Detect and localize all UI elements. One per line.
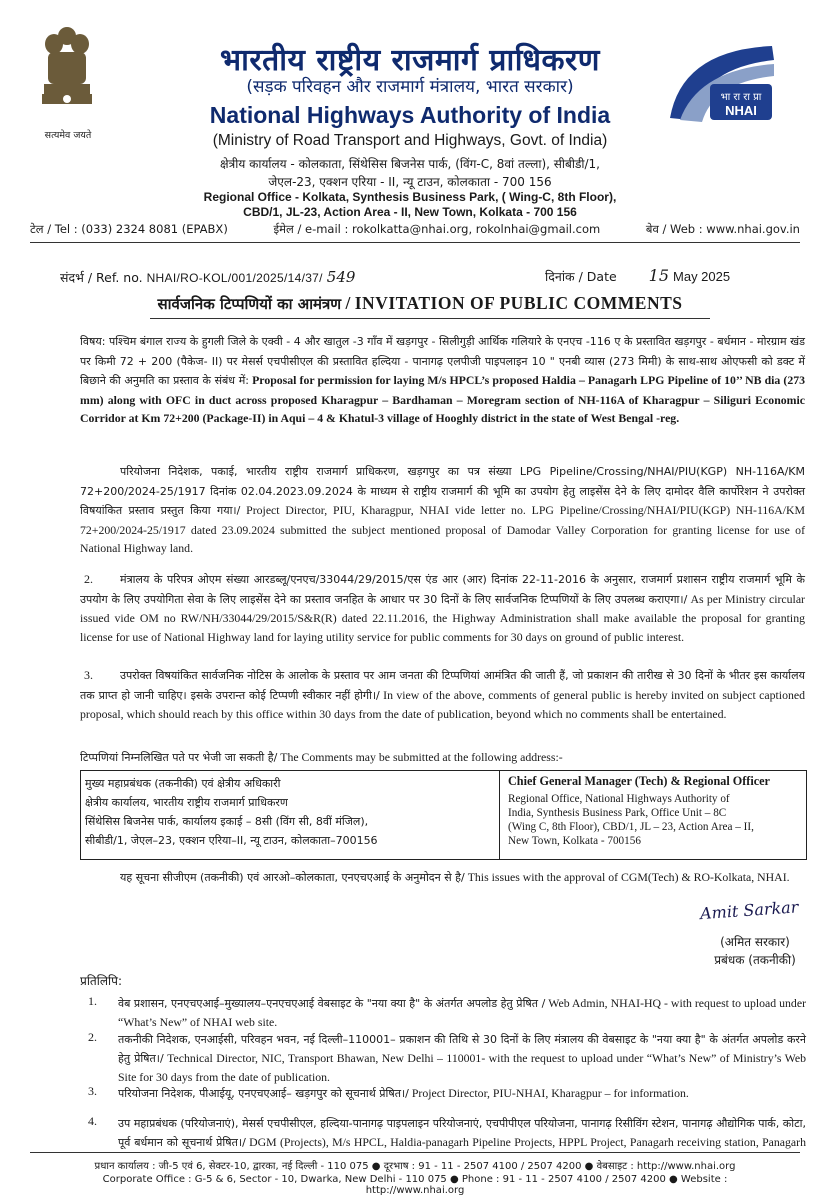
ministry-subtitle-english: (Ministry of Road Transport and Highways, Govt. of India): [212, 132, 608, 149]
org-title-hindi: भारतीय राष्ट्रीय राजमार्ग प्राधिकरण: [220, 43, 600, 78]
address-en-line2: CBD/1, JL-23, Action Area - II, New Town, Kolkata - 700 156: [243, 205, 577, 219]
address-box-en-line3: (Wing C, 8th Floor), CBD/1, JL – 23, Action Area – II,: [508, 821, 754, 833]
address-hindi-cell: [81, 771, 500, 859]
heading-separator: /: [345, 293, 351, 313]
ref-handwritten-number: 549: [326, 268, 356, 286]
cc-item-english: DGM (Projects), M/s HPCL, Haldia-panagarh Pipeline Projects, HPPL Project, Panagarh receiving station, Panagarh: [249, 1135, 806, 1149]
signatory-block: [700, 933, 810, 969]
paragraph-1: [80, 462, 805, 558]
address-hi-line2: जेएल-23, एक्शन एरिया - II, न्यू टाउन, कोलकाता - 700 156: [268, 175, 552, 189]
subject-paragraph: [80, 332, 805, 428]
org-title-english: National Highways Authority of India: [209, 102, 611, 128]
date-label: दिनांक / Date: [545, 269, 617, 284]
approval-hindi: यह सूचना सीजीएम (तकनीकी) एवं आरओ–कोलकाता, एनएचएआई के अनुमोदन से है/: [120, 871, 465, 884]
address-box-en-title: Chief General Manager (Tech) & Regional Officer: [508, 774, 770, 788]
address-box-en-line4: New Town, Kolkata - 700156: [508, 835, 641, 847]
address-box-en-line2: India, Synthesis Business Park, Office Unit – 8C: [508, 807, 727, 819]
address-box-hi-line1: मुख्य महाप्रबंधक (तकनीकी) एवं क्षेत्रीय अधिकारी: [85, 777, 281, 790]
address-english-cell: [500, 771, 806, 859]
cc-item-number: 1.: [88, 994, 97, 1008]
national-emblem-icon: [38, 22, 96, 130]
logo-english-text: NHAI: [725, 103, 757, 118]
copy-to-label: प्रतिलिपि:: [80, 974, 122, 988]
para1-english: Project Director, PIU, Kharagpur, NHAI vide letter no. LPG Pipeline/Crossing/NHAI/PIU(KGP) NH-116A/KM 72+200/2024-25/1917 dated 23.09.2024 submitted the subject mentioned proposal of Damodar Valley Corporation for granting license for use of National Highway land.: [80, 503, 806, 555]
subject-hindi: विषय: पश्चिम बंगाल राज्य के हुगली जिले के एक्वी - 4 और खातुल -3 गाँव में खड़गपुर - सिलीगुड़ी आर्थिक गलियारे के एनएच -116 ए के प्रस्तावित खड़गपुर - बर्धमान - मोरग्राम खंड पर किमी 72 + 200 (पैकेज- II) पर मेसर्स एचपीसीएल की प्रस्तावित हल्दिया - पानागढ़ एलपीजी पाइपलाइन 10 " एनबी व्यास (273 मिमी) के साथ-साथ ओएफसी को डक्ट में बिछाने की अनुमति का प्रस्ताव के संबंध में:: [80, 335, 805, 387]
cc-item-hindi: उप महाप्रबंधक (परियोजनाएं), मेसर्स एचपीसीएल, हल्दिया-पानागढ़ पाइपलाइन परियोजनाएं, एचपीपीएल परियोजना, पानागढ़ रिसीविंग स्टेशन, पानागढ़ औद्योगिक पार्क, कोटा, पूर्व बर्धमान को सूचनार्थ प्रेषित।/: [118, 1117, 806, 1149]
document-date: [545, 266, 730, 285]
cc-item-number: 4.: [88, 1114, 97, 1128]
cc-item-number: 3.: [88, 1084, 97, 1098]
cc-item: [118, 1084, 806, 1103]
notice-heading: [110, 293, 730, 314]
paragraph-2: [80, 570, 805, 646]
cc-item: [118, 994, 806, 1031]
reference-number: [60, 268, 355, 286]
cc-item-hindi: वेब प्रशासन, एनएचएआई–मुख्यालय–एनएचएआई वेबसाइट के "नया क्या है" के अंतर्गत अपलोड हेतु प्रेषित /: [118, 997, 546, 1010]
ref-value: NHAI/RO-KOL/001/2025/14/37/: [146, 271, 323, 285]
signature: Amit Sarkar: [699, 897, 799, 924]
address-box-hi-line3: सिंथेसिस बिजनेस पार्क, कार्यालय इकाई – 8सी (विंग सी, 8वीं मंजिल),: [85, 815, 369, 828]
cc-item-hindi: परियोजना निदेशक, पीआईयू, एनएचएआई– खड़गपुर को सूचनार्थ प्रेषित।/: [118, 1087, 409, 1100]
approval-english: This issues with the approval of CGM(Tech) & RO-Kolkata, NHAI.: [467, 870, 790, 884]
footer-divider: [30, 1152, 800, 1153]
cc-item: [118, 1030, 806, 1086]
footer-english: Corporate Office : G-5 & 6, Sector - 10, Dwarka, New Delhi - 110 075 ● Phone : 91 - 11 - 2507 4100 / 2507 4200 ● Website : http://www.nhai.org: [102, 1174, 728, 1196]
website: बेव / Web : www.nhai.gov.in: [645, 222, 800, 236]
email: ईमेल / e-mail : rokolkatta@nhai.org, rokolnhai@gmail.com: [273, 222, 601, 236]
address-box-hi-line2: क्षेत्रीय कार्यालय, भारतीय राष्ट्रीय राजमार्ग प्राधिकरण: [85, 796, 288, 809]
heading-underline: [150, 318, 710, 319]
para2-number: 2.: [84, 572, 93, 586]
cc-item-english: Technical Director, NIC, Transport Bhawan, New Delhi – 110001- with the request to upload under “What’s New” of Ministry’s Web Site for 30 days from the date of publication.: [118, 1051, 807, 1084]
cc-item-english: Project Director, PIU-NHAI, Kharagpur – for information.: [411, 1086, 689, 1100]
address-hi-line1: क्षेत्रीय कार्यालय - कोलकाता, सिंथेसिस बिजनेस पार्क, (विंग-C, 8वां तल्ला), सीबीडी/1,: [220, 157, 600, 171]
address-en-line1: Regional Office - Kolkata, Synthesis Business Park, ( Wing-C, 8th Floor),: [203, 190, 617, 204]
address-intro: [80, 748, 805, 768]
para3-hindi: उपरोक्त विषयांकित सार्वजनिक नोटिस के आलोक के प्रस्ताव पर आम जनता की टिप्पणियां आमंत्रित की जाती हैं, जो प्रकाशन की तारीख से 30 दिनों के भीतर इस कार्यालय तक प्राप्त हो जानी चाहिए। इसके उपरान्त कोई टिप्पणी स्वीकार नहीं होगी।/: [80, 669, 805, 702]
para2-english: As per Ministry circular issued vide OM no RW/NH/33044/29/2015/S&R(R) dated 22.11.2016, the Highway Administration shall make available the proposal for granting license for use of National Highway land for laying utility service for public comments for 30 days on ground of public interest.: [80, 591, 805, 644]
logo-hindi-text: भा रा रा प्रा: [720, 92, 762, 103]
cc-item-number: 2.: [88, 1030, 97, 1044]
para3-number: 3.: [84, 668, 93, 682]
regional-address-english: [170, 190, 650, 220]
cc-item-hindi: तकनीकी निदेशक, एनआईसी, परिवहन भवन, नई दिल्ली–110001– प्रकाशन की तिथि से 30 दिनों के लिए मंत्रालय की वेबसाइट के "नया क्या है" के अंतर्गत अपलोड करने हेतु प्रेषित।/: [118, 1033, 806, 1065]
paragraph-3: [80, 666, 805, 724]
heading-english: INVITATION OF PUBLIC COMMENTS: [354, 293, 683, 313]
cc-item: [118, 1114, 806, 1152]
date-value: May 2025: [673, 269, 731, 284]
approval-note: [120, 868, 806, 888]
heading-hindi: सार्वजनिक टिप्पणियों का आमंत्रण: [157, 295, 342, 313]
nhai-logo-icon: [662, 40, 780, 126]
contact-line: [30, 222, 800, 237]
telephone: टेल / Tel : (033) 2324 8081 (EPABX): [30, 222, 228, 236]
signatory-designation: प्रबंधक (तकनीकी): [714, 953, 796, 967]
regional-address-hindi: [170, 155, 650, 191]
date-day: 15: [648, 266, 670, 285]
address-box-hi-line4: सीबीडी/1, जेएल–23, एक्शन एरिया–II, न्यू टाउन, कोलकाता–700156: [85, 834, 378, 847]
ministry-subtitle-hindi: (सड़क परिवहन और राजमार्ग मंत्रालय, भारत सरकार): [246, 77, 574, 97]
footer-hindi: प्रधान कार्यालय : जी-5 एवं 6, सेक्टर-10, द्वारका, नई दिल्ली - 110 075 ● दूरभाष : 91 - 11 - 2507 4100 / 2507 4200 ● वेबसाइट : http://www.nhai.org: [94, 1161, 736, 1172]
para1-hindi: परियोजना निदेशक, पकाई, भारतीय राष्ट्रीय राजमार्ग प्राधिकरण, खड़गपुर का पत्र संख्या LPG Pipeline/Crossing/NHAI/PIU(KGP) NH-116A/KM 72+200/2024-25/1917 दिनांक 02.04.2023.09.2024 के माध्यम से राष्ट्रीय राजमार्ग की भूमि का उपयोग हेतु लाइसेंस देने के लिए दामोदर वैलि कार्पोरेशन ने उपरोक्त विषयांकित प्रस्ताव प्रस्तुत किया गया।/: [80, 465, 805, 517]
address-intro-english: The Comments may be submitted at the following address:-: [280, 750, 563, 764]
submission-address-table: [80, 770, 807, 860]
para2-hindi: मंत्रालय के परिपत्र ओएम संख्या आरडब्लू/एनएच/33044/29/2015/एस एंड आर (आर) दिनांक 22-11-2016 के अनुसार, राजमार्ग प्रशासन राष्ट्रीय राजमार्ग भूमि के उपयोग के लिए उपयोगिता सेवा के लिए लाइसेंस देने का प्रस्ताव जनहित के आधार पर 30 दिनों के लिए सार्वजनिक टिप्पणियों के लिए उपलब्ध कराएगा।/: [80, 573, 805, 606]
ref-label: संदर्भ / Ref. no.: [60, 270, 143, 285]
emblem-motto: सत्यमेव जयते: [44, 130, 92, 141]
header-divider: [30, 242, 800, 243]
address-intro-hindi: टिप्पणियां निम्नलिखित पते पर भेजी जा सकती है/: [80, 751, 278, 764]
cc-item-english: Web Admin, NHAI-HQ - with request to upload under “What’s New” of NHAI web site.: [118, 996, 806, 1029]
subject-english: Proposal for permission for laying M/s HPCL’s proposed Haldia – Panagarh LPG Pipeline of 10’’ NB dia (273 mm) along with OFC in duct across proposed Kharagpur – Bardhaman – Moregram section of NH-116A of Kharagpur – Siliguri Economic Corridor at Km 72+200 (Package-II) in Aqui – 4 & Khatul-3 village of Hooghly district in the state of West Bengal -reg.: [80, 373, 806, 425]
signatory-name: (अमित सरकार): [720, 935, 790, 949]
address-box-en-line1: Regional Office, National Highways Authority of: [508, 793, 730, 805]
para3-english: In view of the above, comments of general public is hereby invited on subject captioned proposal, which should reach by this office within 30 days from the date of publication, beyond which no comments shall be entertained.: [80, 687, 805, 721]
